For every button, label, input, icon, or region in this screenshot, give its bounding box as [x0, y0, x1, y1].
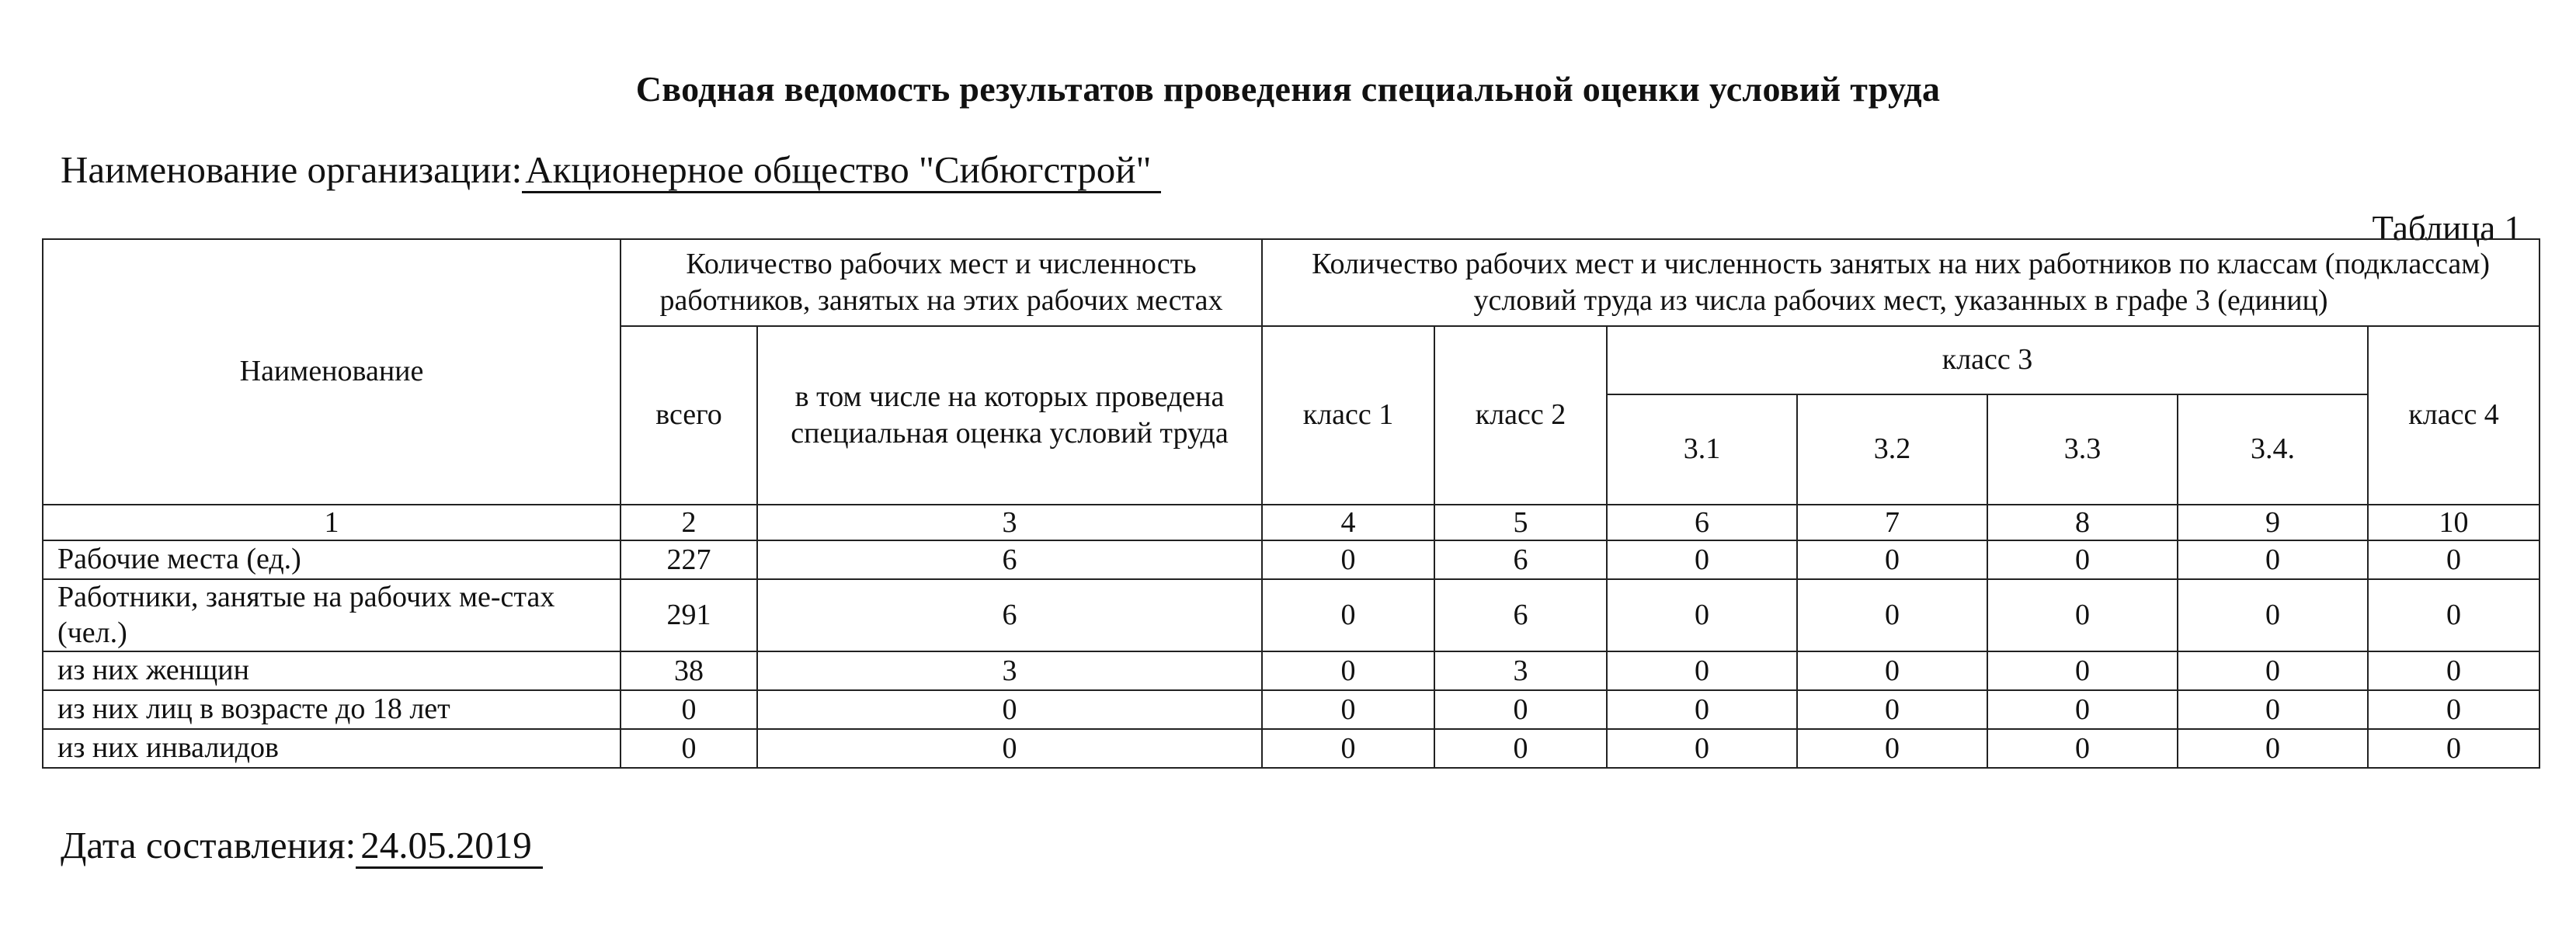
column-number: 1: [43, 505, 621, 540]
table-cell: 3: [1434, 651, 1607, 690]
column-number: 7: [1797, 505, 1987, 540]
column-number: 9: [2178, 505, 2368, 540]
table-cell: 0: [1797, 690, 1987, 729]
table-cell: 6: [1434, 579, 1607, 651]
header-subclass-3-3: 3.3: [1987, 394, 2178, 505]
column-number: 5: [1434, 505, 1607, 540]
table-cell: 0: [2368, 651, 2539, 690]
table-cell: 0: [1797, 579, 1987, 651]
table-cell: 0: [1262, 651, 1434, 690]
table-cell: 0: [2178, 729, 2368, 768]
table-cell: 6: [757, 540, 1262, 579]
table-cell: 0: [1607, 729, 1797, 768]
table-cell: 0: [1607, 651, 1797, 690]
column-number-row: [43, 505, 2539, 540]
table-cell: 0: [2178, 690, 2368, 729]
header-class-4: класс 4: [2368, 326, 2539, 505]
organization-line: [61, 148, 1161, 193]
table-cell: 0: [621, 690, 757, 729]
summary-table: [42, 238, 2540, 769]
table-cell: 6: [757, 579, 1262, 651]
table-cell: 0: [1262, 579, 1434, 651]
table-number: Таблица 1: [2372, 209, 2522, 248]
header-class-3: класс 3: [1607, 326, 2368, 394]
column-number: 3: [757, 505, 1262, 540]
table-cell: 0: [1262, 540, 1434, 579]
table-cell: 0: [1987, 729, 2178, 768]
table-cell: 0: [1987, 579, 2178, 651]
compilation-date-label: Дата составления:: [61, 824, 356, 866]
table-cell: 0: [1607, 579, 1797, 651]
table-cell: 38: [621, 651, 757, 690]
table-cell: 0: [757, 690, 1262, 729]
header-name: Наименование: [43, 239, 621, 505]
header-class-2: класс 2: [1434, 326, 1607, 505]
table-cell: 0: [1987, 690, 2178, 729]
table-cell: 0: [1987, 540, 2178, 579]
table-row-women: [43, 651, 2539, 690]
table-cell: 0: [1434, 729, 1607, 768]
column-number: 4: [1262, 505, 1434, 540]
column-number: 10: [2368, 505, 2539, 540]
row-label: из них женщин: [43, 651, 621, 690]
table-cell: 0: [1434, 690, 1607, 729]
table-cell: 0: [2368, 690, 2539, 729]
table-cell: 0: [2368, 540, 2539, 579]
header-subclass-3-1: 3.1: [1607, 394, 1797, 505]
header-subclass-3-4: 3.4.: [2178, 394, 2368, 505]
table-cell: 0: [1987, 651, 2178, 690]
table-cell: 0: [621, 729, 757, 768]
table-cell: 0: [2178, 540, 2368, 579]
row-label: из них лиц в возрасте до 18 лет: [43, 690, 621, 729]
table-cell: 0: [1607, 690, 1797, 729]
header-subclass-3-2: 3.2: [1797, 394, 1987, 505]
table-row-workers: [43, 579, 2539, 651]
header-class-group: Количество рабочих мест и численность занятых на них работников по классам (подклассам) условий труда из числа рабочих мест, указанных в графе 3 (единиц): [1262, 239, 2539, 326]
table-row-workplaces: [43, 540, 2539, 579]
table-cell: 0: [1262, 690, 1434, 729]
row-label: из них инвалидов: [43, 729, 621, 768]
compilation-date: 24.05.2019: [356, 825, 543, 869]
table-cell: 0: [1797, 729, 1987, 768]
organization-name: Акционерное общество "Сибюгстрой": [522, 149, 1160, 193]
row-label: Работники, занятые на рабочих ме-стах (чел.): [43, 579, 621, 651]
header-total: всего: [621, 326, 757, 505]
header-row-1: [43, 239, 2539, 326]
table-cell: 0: [1797, 651, 1987, 690]
table-cell: 3: [757, 651, 1262, 690]
table-cell: 0: [1262, 729, 1434, 768]
header-class-1: класс 1: [1262, 326, 1434, 505]
table-row-under-18: [43, 690, 2539, 729]
compilation-date-line: [61, 823, 543, 869]
header-count-group: Количество рабочих мест и численность работников, занятых на этих рабочих местах: [621, 239, 1262, 326]
header-assessed: в том числе на которых проведена специальная оценка условий труда: [757, 326, 1262, 505]
table-cell: 0: [2178, 651, 2368, 690]
column-number: 8: [1987, 505, 2178, 540]
table-cell: 6: [1434, 540, 1607, 579]
table-row-disabled: [43, 729, 2539, 768]
table-cell: 291: [621, 579, 757, 651]
organization-label: Наименование организации:: [61, 148, 523, 191]
column-number: 2: [621, 505, 757, 540]
table-cell: 227: [621, 540, 757, 579]
column-number: 6: [1607, 505, 1797, 540]
table-cell: 0: [2178, 579, 2368, 651]
table-cell: 0: [1607, 540, 1797, 579]
row-label: Рабочие места (ед.): [43, 540, 621, 579]
document-title: Сводная ведомость результатов проведения специальной оценки условий труда: [635, 69, 1941, 109]
table-cell: 0: [2368, 579, 2539, 651]
table-cell: 0: [1797, 540, 1987, 579]
table-cell: 0: [2368, 729, 2539, 768]
table-cell: 0: [757, 729, 1262, 768]
